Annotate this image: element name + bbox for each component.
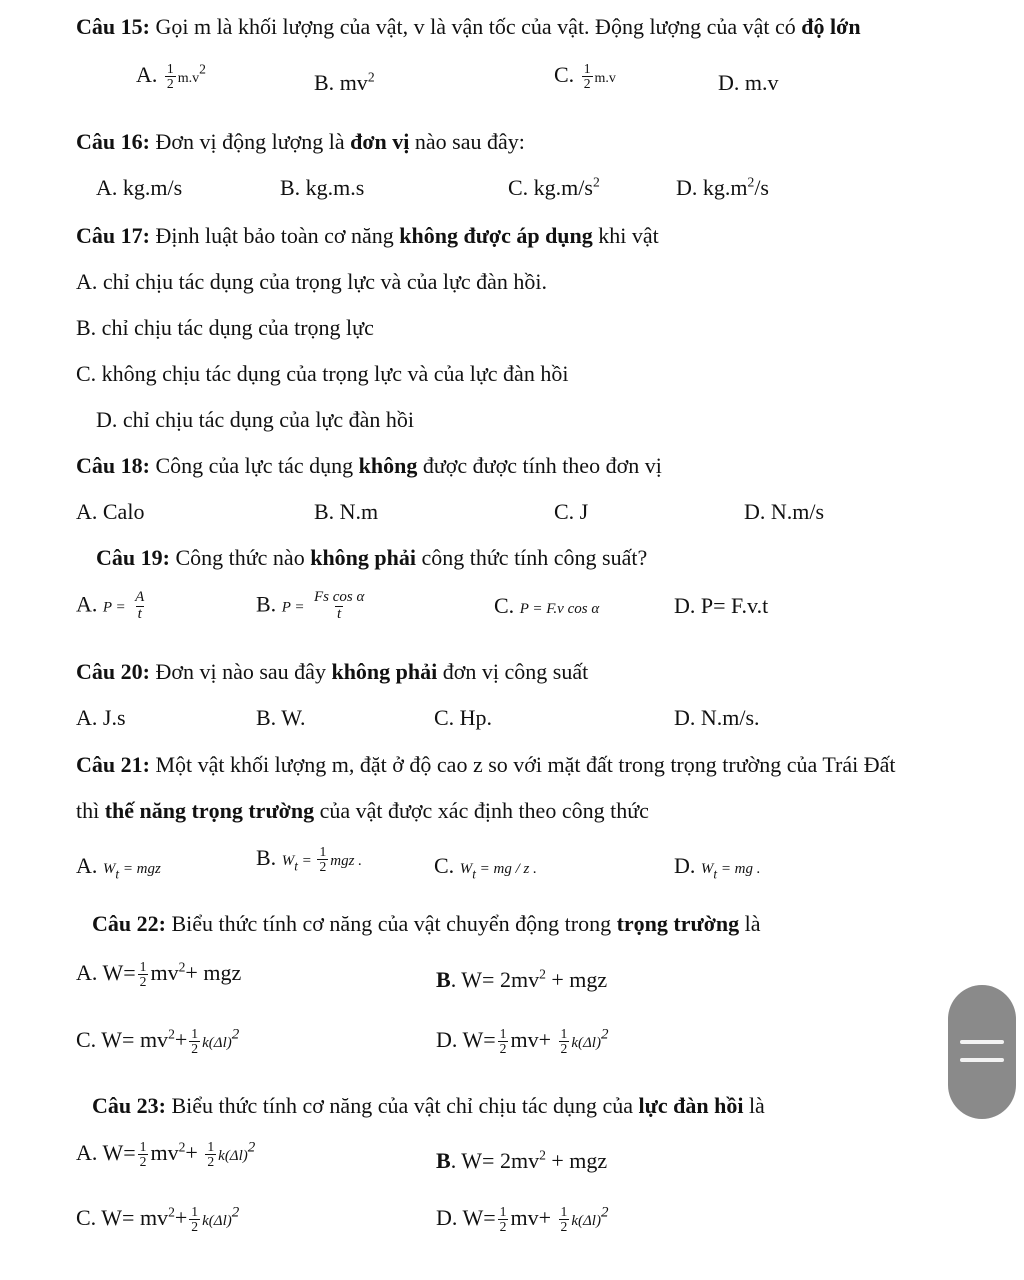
q20-option-d[interactable]: D. N.m/s. bbox=[674, 705, 760, 730]
q16-option-a[interactable]: A. kg.m/s bbox=[96, 175, 183, 200]
q22-option-a[interactable]: A. W= $\frac{1}{2}$ $mv^2+$ mgz bbox=[76, 959, 242, 990]
question-21-line2: thì thế năng trọng trường của vật được xác định theo công thức bbox=[76, 798, 649, 823]
q22-option-c[interactable]: C. $W= mv^2+$ $\frac{1}{2}$ $k(\Delta l)^2$ bbox=[76, 1026, 240, 1057]
q15-option-b[interactable]: B. $mv^2$ bbox=[314, 69, 375, 95]
q21-option-d[interactable]: D. $W_t$ = mg . bbox=[674, 853, 761, 882]
q15-label: Câu 15: bbox=[76, 14, 150, 39]
q23-option-b[interactable]: B. $W= 2mv^2$ + mgz bbox=[436, 1147, 608, 1173]
question-18: Câu 18: Công của lực tác dụng không được được tính theo đơn vị bbox=[76, 453, 662, 478]
q19-option-a[interactable]: A. P = $\frac{A}{t}$ bbox=[76, 589, 145, 622]
q15-option-d[interactable]: D. m.v bbox=[718, 70, 779, 95]
q19-option-d[interactable]: D. P= F.v.t bbox=[674, 593, 769, 618]
q16-option-c[interactable]: C. $kg.m/s^2$ bbox=[508, 174, 600, 200]
q20-option-c[interactable]: C. Hp. bbox=[434, 705, 493, 730]
q17-option-c[interactable]: C. không chịu tác dụng của trọng lực và của lực đàn hồi bbox=[76, 361, 569, 386]
question-21: Câu 21: Một vật khối lượng m, đặt ở độ cao z so với mặt đất trong trọng trường của Trái Đất bbox=[76, 752, 896, 777]
question-23: Câu 23: Biểu thức tính cơ năng của vật chỉ chịu tác dụng của lực đàn hồi là bbox=[92, 1093, 765, 1118]
question-17: Câu 17: Định luật bảo toàn cơ năng không được áp dụng khi vật bbox=[76, 223, 659, 248]
q17-option-d[interactable]: D. chỉ chịu tác dụng của lực đàn hồi bbox=[96, 407, 414, 432]
question-20: Câu 20: Đơn vị nào sau đây không phải đơn vị công suất bbox=[76, 659, 589, 684]
q16-option-d[interactable]: D. $kg.m^2/s$ bbox=[676, 174, 769, 200]
q21-option-a[interactable]: A. $W_t$ = mgz bbox=[76, 853, 161, 882]
q23-option-c[interactable]: C. $W= mv^2+$ $\frac{1}{2}$ $k(\Delta l)^2$ bbox=[76, 1204, 240, 1235]
question-22: Câu 22: Biểu thức tính cơ năng của vật chuyển động trong trọng trường là bbox=[92, 911, 761, 936]
q22-option-b[interactable]: B. $W= 2mv^2$ + mgz bbox=[436, 966, 608, 992]
q19-option-b[interactable]: B. P = $\frac{\text{Fs cos α}}{t}$ bbox=[256, 589, 365, 622]
q23-option-d[interactable]: D. W= $\frac{1}{2}$ mv+ $\frac{1}{2}$ $k(\Delta l)^2$ bbox=[436, 1204, 609, 1235]
q23-option-a[interactable]: A. W= $\frac{1}{2}$ $mv^2+$ $\frac{1}{2}$ $k(\Delta l)^2$ bbox=[76, 1139, 256, 1170]
q17-option-a[interactable]: A. chỉ chịu tác dụng của trọng lực và của lực đàn hồi. bbox=[76, 269, 548, 294]
grip-line-icon bbox=[960, 1040, 1004, 1044]
question-15: Câu 15: Gọi m là khối lượng của vật, v là vận tốc của vật. Động lượng của vật có độ lớn bbox=[76, 14, 861, 39]
q18-option-a[interactable]: A. Calo bbox=[76, 499, 145, 524]
q21-option-c[interactable]: C. $W_t$ = mg / z . bbox=[434, 853, 537, 882]
q17-option-b[interactable]: B. chỉ chịu tác dụng của trọng lực bbox=[76, 315, 374, 340]
question-19: Câu 19: Công thức nào không phải công thức tính công suất? bbox=[96, 545, 648, 570]
grip-line-icon bbox=[960, 1058, 1004, 1062]
scroll-handle[interactable] bbox=[948, 985, 1016, 1119]
q18-option-d[interactable]: D. N.m/s bbox=[744, 499, 825, 524]
question-16: Câu 16: Đơn vị động lượng là đơn vị nào sau đây: bbox=[76, 129, 525, 154]
q15-option-c[interactable]: C. $\frac{1}{2}$ m.v bbox=[554, 61, 616, 92]
q20-option-a[interactable]: A. J.s bbox=[76, 705, 126, 730]
q22-option-d[interactable]: D. W= $\frac{1}{2}$ mv+ $\frac{1}{2}$ $k(\Delta l)^2$ bbox=[436, 1026, 609, 1057]
q15-option-a[interactable]: A. $\frac{1}{2}$ $m.v^2$ bbox=[136, 61, 206, 92]
q18-option-b[interactable]: B. N.m bbox=[314, 499, 379, 524]
q21-option-b[interactable]: B. $W_t$ = $\frac{1}{2}$ mgz . bbox=[256, 844, 362, 875]
q18-option-c[interactable]: C. J bbox=[554, 499, 589, 524]
q20-option-b[interactable]: B. W. bbox=[256, 705, 306, 730]
q19-option-c[interactable]: C. P = F.v cos α bbox=[494, 593, 600, 618]
q16-option-b[interactable]: B. kg.m.s bbox=[280, 175, 365, 200]
